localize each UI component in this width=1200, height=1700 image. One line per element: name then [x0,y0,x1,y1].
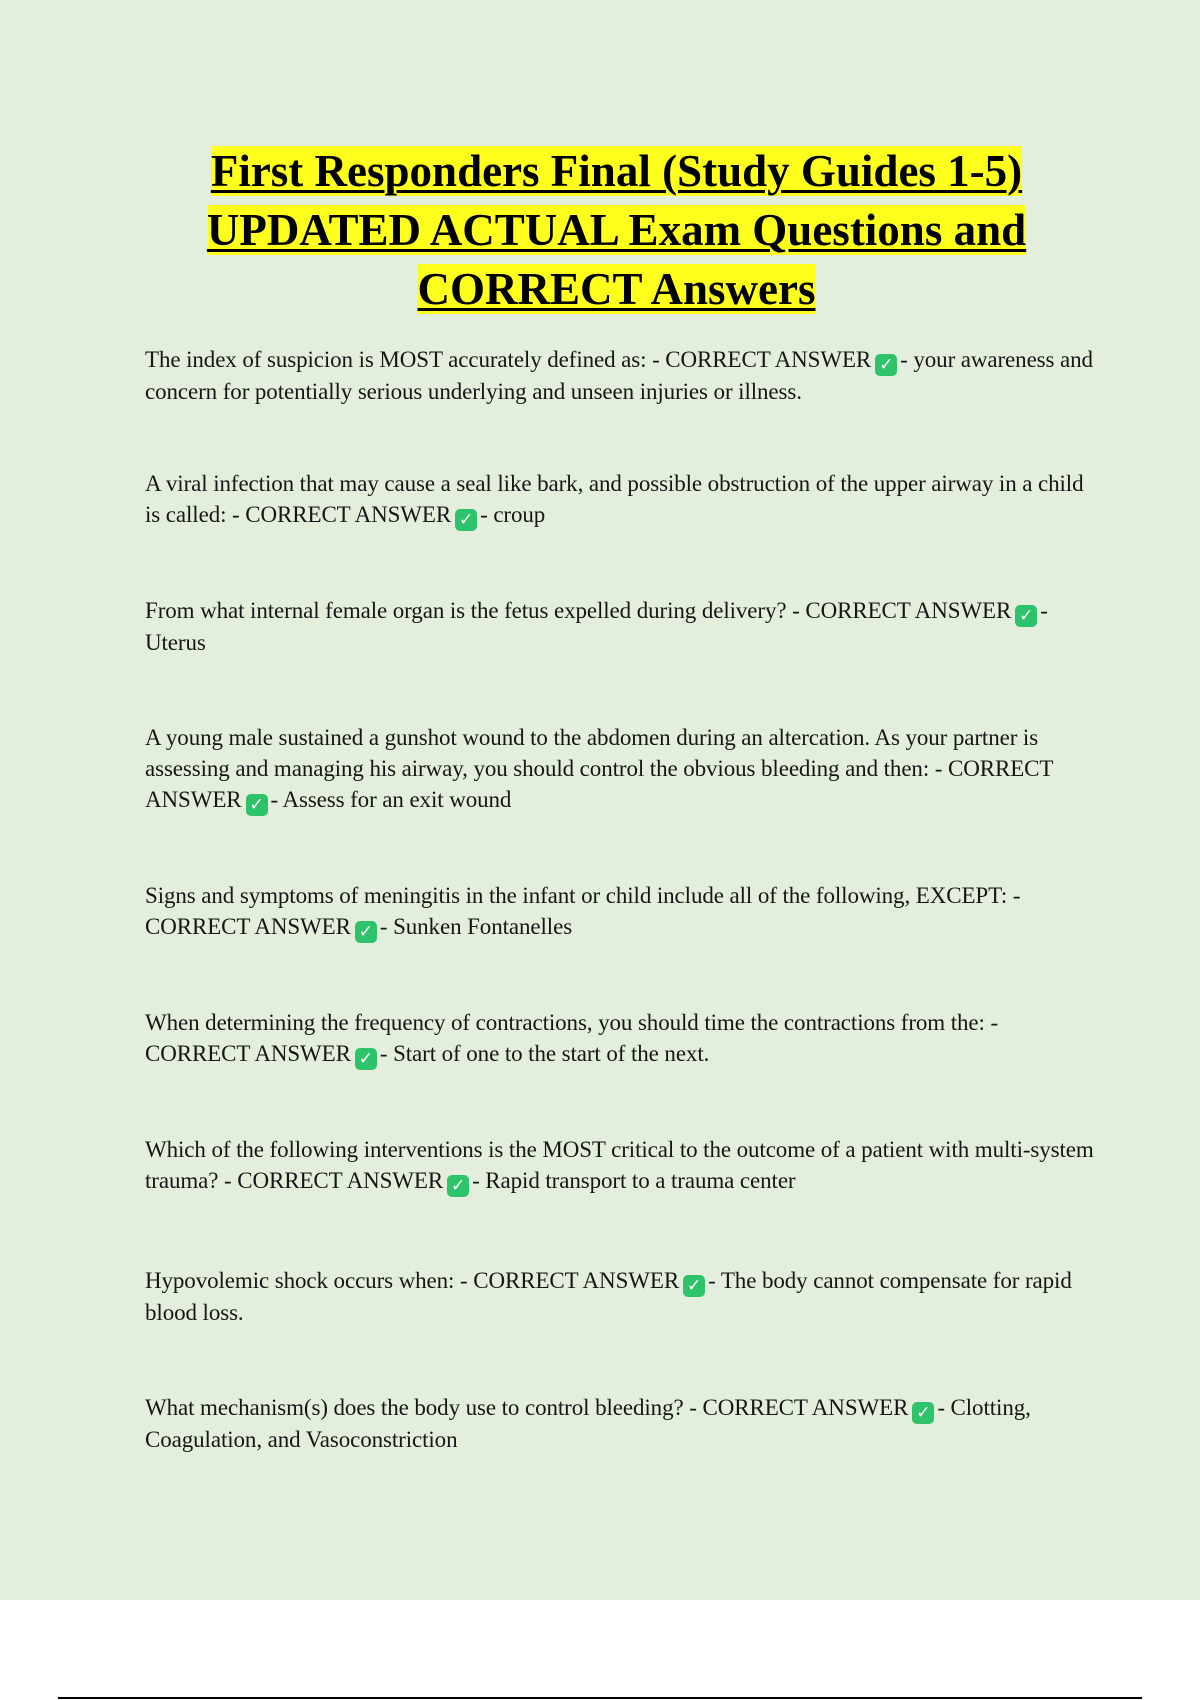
check-box-icon: ✓ [355,921,377,943]
answer-marker: - CORRECT ANSWER [689,1395,909,1420]
answer-marker: - CORRECT ANSWER [792,598,1012,623]
answer-marker: - CORRECT ANSWER [145,883,1021,939]
answer-marker: - CORRECT ANSWER [145,1010,999,1066]
answer-text: - The body cannot compensate for rapid blood loss. [145,1268,1072,1325]
answer-marker: - CORRECT ANSWER [145,756,1053,812]
qa-item [145,722,1095,816]
answer-marker: - CORRECT ANSWER [460,1268,680,1293]
question-text: Which of the following interventions is the MOST critical to the outcome of a patient with multi-system trauma? [145,1137,1094,1193]
footer-divider [58,1697,1142,1699]
answer-text: - Uterus [145,598,1048,655]
check-box-icon: ✓ [912,1402,934,1424]
question-text: The index of suspicion is MOST accurately defined as: [145,347,647,372]
check-box-icon: ✓ [246,794,268,816]
title-line-3: CORRECT Answers [417,264,816,314]
answer-marker: - CORRECT ANSWER [232,502,452,527]
question-text: When determining the frequency of contractions, you should time the contractions from the: [145,1010,985,1035]
check-box-icon: ✓ [455,509,477,531]
answer-text: - Assess for an exit wound [270,787,512,812]
answer-text: - your awareness and concern for potentially serious underlying and unseen injuries or illness. [145,347,1093,404]
question-text: A viral infection that may cause a seal like bark, and possible obstruction of the upper airway in a child is called: [145,471,1084,527]
check-box-icon: ✓ [355,1048,377,1070]
check-box-icon: ✓ [683,1275,705,1297]
check-box-icon: ✓ [1015,605,1037,627]
qa-item [145,1134,1095,1197]
question-text: What mechanism(s) does the body use to control bleeding? [145,1395,684,1420]
qa-item [145,1007,1095,1070]
answer-text: - Sunken Fontanelles [379,914,573,939]
qa-item [145,1392,1095,1455]
answer-marker: - CORRECT ANSWER [652,347,872,372]
qa-item [145,880,1095,943]
check-box-icon: ✓ [875,354,897,376]
qa-item [145,344,1095,407]
question-text: Hypovolemic shock occurs when: [145,1268,455,1293]
question-text: A young male sustained a gunshot wound to the abdomen during an altercation. As your partner is assessing and managing his airway, you should control the obvious bleeding and then: [145,725,1039,781]
answer-text: - Clotting, Coagulation, and Vasoconstriction [145,1395,1031,1452]
title-line-2: UPDATED ACTUAL Exam Questions and [206,205,1027,255]
answer-marker: - CORRECT ANSWER [224,1168,444,1193]
question-text: Signs and symptoms of meningitis in the infant or child include all of the following, EXCEPT: [145,883,1008,908]
check-box-icon: ✓ [447,1175,469,1197]
qa-item [145,1265,1095,1328]
answer-text: - Start of one to the start of the next. [379,1041,710,1066]
answer-text: - Rapid transport to a trauma center [472,1168,796,1193]
qa-item [145,595,1095,658]
title-line-1: First Responders Final (Study Guides 1-5) [210,146,1023,196]
question-text: From what internal female organ is the fetus expelled during delivery? [145,598,787,623]
qa-item [145,468,1095,531]
answer-text: - croup [480,502,546,527]
document-title [60,142,1173,319]
